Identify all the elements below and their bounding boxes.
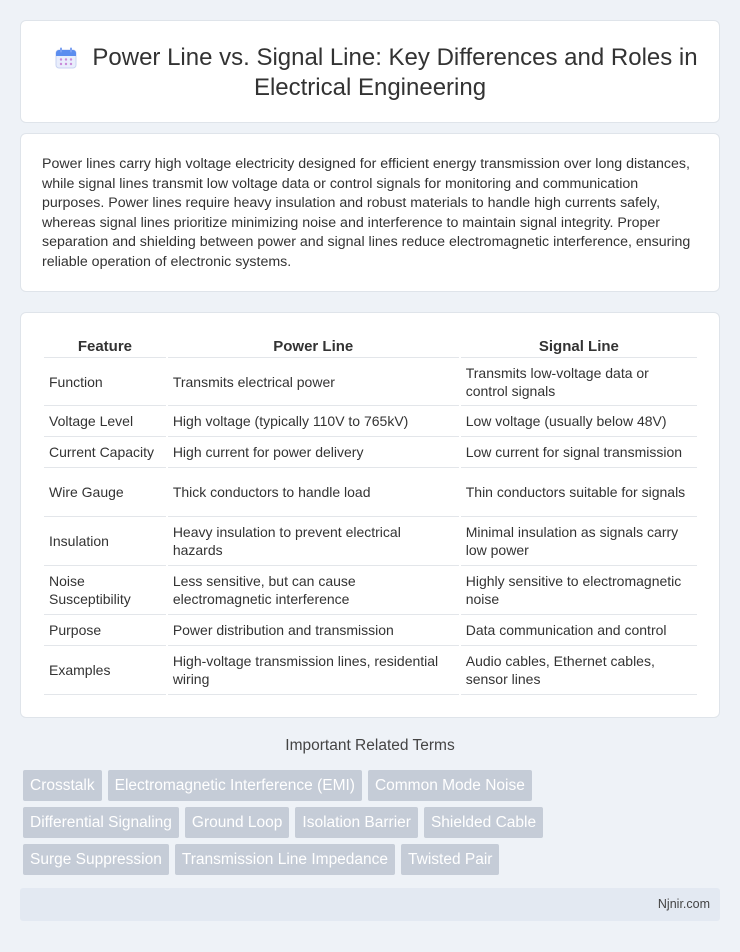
table-cell: Data communication and control bbox=[461, 615, 697, 646]
term-tag[interactable]: Surge Suppression bbox=[23, 844, 169, 875]
table-cell: High current for power delivery bbox=[168, 437, 459, 468]
related-terms-row-3 bbox=[23, 844, 499, 875]
term-tag[interactable]: Differential Signaling bbox=[23, 807, 179, 838]
table-cell: High voltage (typically 110V to 765kV) bbox=[168, 406, 459, 437]
table-cell: Wire Gauge bbox=[44, 468, 166, 517]
table-cell: Thin conductors suitable for signals bbox=[461, 468, 697, 517]
title-card bbox=[20, 20, 720, 123]
table-cell: Voltage Level bbox=[44, 406, 166, 437]
footer bbox=[20, 888, 720, 921]
comparison-table bbox=[42, 333, 699, 695]
table-cell: Audio cables, Ethernet cables, sensor lines bbox=[461, 646, 697, 695]
table-cell: Less sensitive, but can cause electromagnetic interference bbox=[168, 566, 459, 615]
term-tag[interactable]: Common Mode Noise bbox=[368, 770, 532, 801]
table-row bbox=[44, 406, 697, 437]
term-tag[interactable]: Ground Loop bbox=[185, 807, 290, 838]
header-feature: Feature bbox=[44, 333, 166, 358]
table-row bbox=[44, 566, 697, 615]
related-terms-row-2 bbox=[23, 807, 543, 838]
table-row bbox=[44, 646, 697, 695]
table-cell: Minimal insulation as signals carry low power bbox=[461, 517, 697, 566]
table-cell: Noise Susceptibility bbox=[44, 566, 166, 615]
term-tag[interactable]: Crosstalk bbox=[23, 770, 102, 801]
table-row bbox=[44, 517, 697, 566]
term-tag[interactable]: Shielded Cable bbox=[424, 807, 543, 838]
table-cell: Highly sensitive to electromagnetic noise bbox=[461, 566, 697, 615]
table-row bbox=[44, 437, 697, 468]
table-cell: Thick conductors to handle load bbox=[168, 468, 459, 517]
comparison-table-card bbox=[20, 312, 720, 718]
table-row bbox=[44, 615, 697, 646]
table-cell: Purpose bbox=[44, 615, 166, 646]
page-title-line-2: Electrical Engineering bbox=[253, 74, 487, 101]
table-cell: Current Capacity bbox=[44, 437, 166, 468]
footer-site-name[interactable]: Njnir.com bbox=[657, 897, 710, 911]
page-title-line-1: Power Line vs. Signal Line: Key Differences and Roles in bbox=[92, 44, 698, 71]
term-tag[interactable]: Electromagnetic Interference (EMI) bbox=[108, 770, 362, 801]
related-terms-row-1 bbox=[23, 770, 532, 801]
header-signal-line: Signal Line bbox=[461, 333, 697, 358]
table-header-row bbox=[44, 333, 697, 358]
summary-card bbox=[20, 133, 720, 292]
header-power-line: Power Line bbox=[168, 333, 459, 358]
table-row bbox=[44, 358, 697, 406]
table-row bbox=[44, 468, 697, 517]
table-cell: Power distribution and transmission bbox=[168, 615, 459, 646]
table-cell: Function bbox=[44, 358, 166, 406]
table-cell: Examples bbox=[44, 646, 166, 695]
related-terms-title: Important Related Terms bbox=[285, 737, 455, 754]
table-cell: Insulation bbox=[44, 517, 166, 566]
term-tag[interactable]: Isolation Barrier bbox=[295, 807, 418, 838]
term-tag[interactable]: Transmission Line Impedance bbox=[175, 844, 395, 875]
table-cell: Low voltage (usually below 48V) bbox=[461, 406, 697, 437]
term-tag[interactable]: Twisted Pair bbox=[401, 844, 499, 875]
table-cell: High-voltage transmission lines, residential wiring bbox=[168, 646, 459, 695]
table-cell: Transmits low-voltage data or control signals bbox=[461, 358, 697, 406]
table-cell: Low current for signal transmission bbox=[461, 437, 697, 468]
table-cell: Transmits electrical power bbox=[168, 358, 459, 406]
summary-text: Power lines carry high voltage electricity designed for efficient energy transmission over long distances, while signal lines transmit low voltage data or control signals for monitoring and communication purposes. Power lines require heavy insulation and robust materials to handle high currents safely, whereas signal lines prioritize minimizing noise and interference to maintain signal integrity. Proper separation and shielding between power and signal lines reduce electromagnetic interference, ensuring reliable operation of electronic systems. bbox=[42, 156, 691, 270]
table-cell: Heavy insulation to prevent electrical hazards bbox=[168, 517, 459, 566]
page-title bbox=[21, 43, 719, 103]
